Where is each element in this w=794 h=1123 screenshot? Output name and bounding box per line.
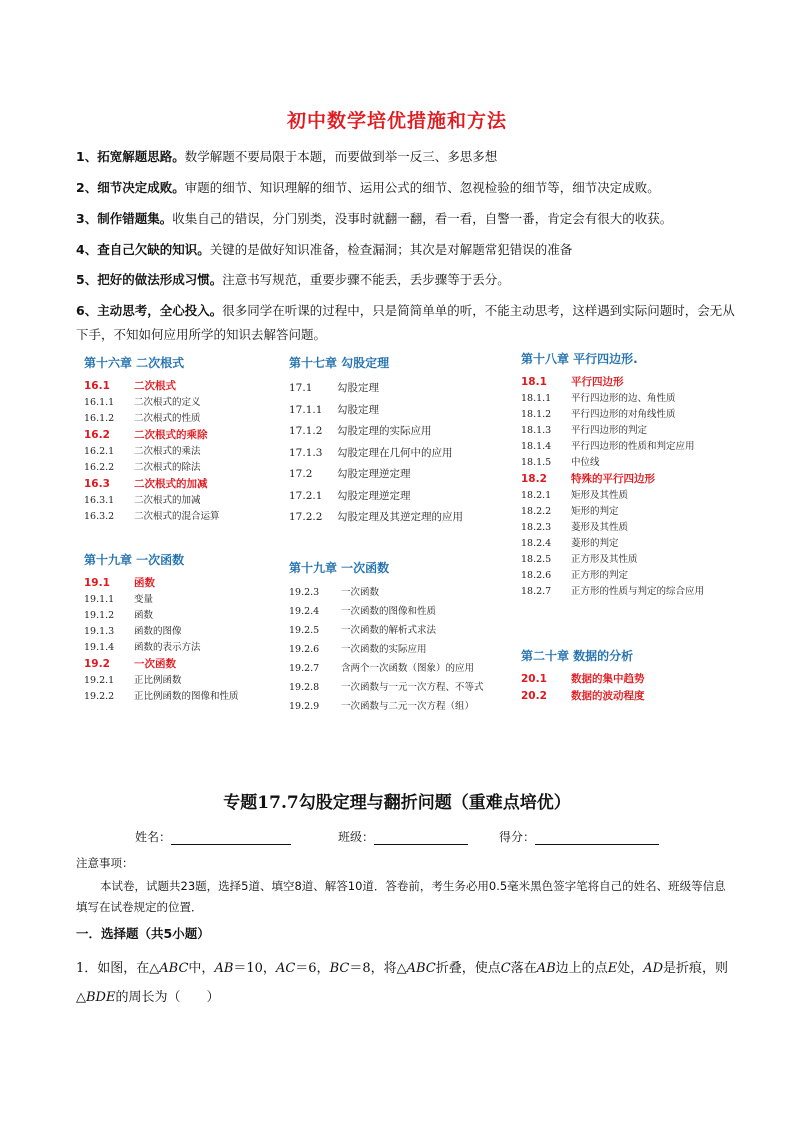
toc-label: 数据的波动程度 (571, 690, 645, 702)
toc-label: 勾股定理 (337, 403, 379, 416)
exam-title: 专题17.7勾股定理与翻折问题（重难点培优） (223, 793, 571, 813)
toc-number: 17.2 (289, 468, 313, 480)
toc-number: 19.1.4 (84, 642, 115, 653)
toc-label: 平行四边形的对角线性质 (571, 409, 676, 420)
score-label: 得分： (499, 830, 536, 844)
toc-chapter-20 (521, 645, 751, 705)
toc-chapter-19-part-2 (289, 557, 509, 716)
toc-label: 正比例函数 (134, 675, 182, 686)
toc-item (289, 486, 509, 508)
toc-item (289, 378, 509, 400)
q1-text: 1．如图，在△ (76, 961, 160, 976)
toc-label: 矩形及其性质 (571, 490, 629, 501)
toc-item (84, 509, 284, 525)
toc-label: 二次根式的乘法 (134, 446, 201, 457)
toc-item (84, 411, 284, 427)
toc-number: 17.1.2 (289, 425, 323, 437)
tip-5-text: 注意书写规范，重要步骤不能丢，丢步骤等于丢分。 (222, 272, 510, 287)
toc-label: 正方形的判定 (571, 570, 629, 581)
toc-item (84, 460, 284, 476)
toc-number: 20.1 (521, 673, 547, 685)
toc-number: 18.2.2 (521, 506, 552, 517)
toc-number: 16.1.2 (84, 413, 115, 424)
toc-label: 数据的集中趋势 (571, 673, 645, 685)
q1-var: AC (275, 961, 296, 976)
toc-label: 二次根式的加减 (134, 495, 201, 506)
score-field[interactable] (499, 828, 659, 845)
toc-number: 19.2.5 (289, 625, 320, 636)
chapter-title: 第二十章 数据的分析 (521, 649, 634, 663)
toc-number: 18.1.3 (521, 425, 552, 436)
q1-text: ＝6， (295, 961, 330, 976)
toc-label: 二次根式的除法 (134, 462, 201, 473)
toc-number: 18.2.3 (521, 522, 552, 533)
toc-label: 一次函数的解析式求法 (341, 625, 437, 636)
toc-number: 18.1 (521, 376, 547, 388)
toc-item (289, 583, 509, 602)
toc-chapter-19-part-1 (84, 549, 284, 705)
toc-label: 平行四边形的边、角性质 (571, 393, 676, 404)
toc-number: 19.2.2 (84, 691, 115, 702)
toc-item (289, 421, 509, 443)
toc-item (521, 552, 751, 568)
q1-text: 边上的点 (555, 961, 608, 976)
chapter-title: 第十九章 一次函数 (84, 553, 185, 567)
toc-number: 16.2 (84, 429, 110, 441)
toc-label: 一次函数 (134, 658, 176, 670)
section-heading: 一．选择题（共5小题） (76, 926, 210, 941)
toc-number: 17.2.1 (289, 489, 323, 502)
toc-label: 二次根式的混合运算 (134, 511, 220, 522)
q1-var: AB (214, 961, 234, 976)
toc-item (84, 493, 284, 509)
toc-item (521, 407, 751, 423)
toc-number: 19.2.1 (84, 675, 115, 686)
toc-item (521, 488, 751, 504)
toc-item (521, 536, 751, 552)
toc-section (521, 688, 751, 705)
toc-number: 18.2.5 (521, 554, 552, 565)
toc-label: 一次函数的实际应用 (341, 644, 427, 655)
name-field[interactable] (135, 828, 291, 845)
toc-label: 勾股定理在几何中的应用 (337, 446, 453, 459)
toc-number: 19.2.3 (289, 587, 320, 598)
toc-label: 正方形的性质与判定的综合应用 (571, 586, 705, 597)
tip-3 (76, 207, 736, 231)
tip-6 (76, 299, 736, 347)
q1-text: 落在 (510, 961, 537, 976)
toc-item (84, 673, 284, 689)
toc-label: 勾股定理 (337, 382, 379, 394)
toc-label: 矩形的判定 (571, 506, 619, 517)
toc-label: 含两个一次函数（图象）的应用 (341, 663, 475, 674)
toc-label: 平行四边形的判定 (571, 425, 648, 436)
toc-label: 正比例函数的图像和性质 (134, 691, 239, 702)
toc-number: 18.2.4 (521, 538, 552, 549)
toc-section (84, 378, 284, 395)
q1-var: ABC (406, 961, 436, 976)
chapter-title: 第十九章 一次函数 (289, 561, 390, 575)
toc-number: 18.1.4 (521, 441, 552, 452)
toc-label: 正方形及其性质 (571, 554, 638, 565)
toc-section (84, 427, 284, 444)
q1-text: ＝10， (233, 961, 276, 976)
toc-number: 18.1.2 (521, 409, 552, 420)
toc-number: 19.1.3 (84, 626, 115, 637)
name-blank[interactable] (171, 831, 291, 845)
q1-text: 中， (188, 961, 215, 976)
toc-number: 19.1.1 (84, 594, 115, 605)
q1-var: AD (643, 961, 664, 976)
tip-2-text: 审题的细节、知识理解的细节、运用公式的细节、忽视检验的细节等，细节决定成败。 (184, 180, 660, 195)
toc-number: 19.2.4 (289, 606, 320, 617)
toc-number: 19.2 (84, 658, 110, 670)
toc-label: 一次函数 (341, 587, 380, 598)
toc-item (289, 507, 509, 529)
q1-text: ＝8，将△ (349, 961, 407, 976)
q1-var: AB (536, 961, 556, 976)
toc-label: 函数的图像 (134, 626, 182, 637)
toc-item (521, 584, 751, 600)
tip-1-text: 数学解题不要局限于本题，而要做到举一反三、多思多想 (184, 149, 498, 164)
toc-item (84, 624, 284, 640)
toc-item (84, 395, 284, 411)
toc-number: 16.3.1 (84, 495, 115, 506)
toc-item (521, 568, 751, 584)
tip-3-heading: 3、制作错题集。 (76, 211, 173, 226)
toc-item (289, 659, 509, 678)
toc-label: 勾股定理的实际应用 (337, 425, 432, 437)
toc-label: 平行四边形 (571, 376, 624, 388)
toc-label: 勾股定理逆定理 (337, 468, 411, 480)
toc-item (289, 640, 509, 659)
toc-item (521, 455, 751, 471)
toc-section (521, 374, 751, 391)
toc-number: 19.2.6 (289, 644, 320, 655)
toc-number: 19.1.2 (84, 610, 115, 621)
toc-number: 16.3 (84, 478, 110, 490)
toc-label: 一次函数的图像和性质 (341, 606, 437, 617)
toc-label: 菱形及其性质 (571, 522, 629, 533)
toc-number: 17.2.2 (289, 511, 323, 523)
toc-label: 勾股定理逆定理 (337, 489, 411, 502)
toc-item (289, 621, 509, 640)
score-blank[interactable] (535, 831, 659, 845)
toc-number: 18.2 (521, 473, 547, 485)
toc-item (289, 678, 509, 697)
tip-3-text: 收集自己的错误，分门别类，没事时就翻一翻，看一看，自警一番，肯定会有很大的收获。 (172, 211, 673, 226)
toc-number: 16.2.2 (84, 462, 115, 473)
tip-4-text: 关键的是做好知识准备，检查漏洞；其次是对解题常犯错误的准备 (209, 242, 573, 257)
question-1 (76, 954, 736, 1012)
toc-label: 特殊的平行四边形 (571, 473, 655, 485)
toc-number: 16.1 (84, 380, 110, 392)
toc-item (521, 391, 751, 407)
toc-number: 19.2.9 (289, 701, 320, 712)
toc-label: 中位线 (571, 457, 600, 468)
toc-item (289, 443, 509, 465)
toc-number: 17.1 (289, 382, 313, 394)
tip-1 (76, 145, 736, 169)
toc-label: 二次根式的乘除 (134, 429, 208, 441)
notice-body: 本试卷，试题共23题，选择5道、填空8道、解答10道．答卷前，考生务必用0.5毫米黑色签字笔将自己的姓名、班级等信息填写在试卷规定的位置． (76, 879, 726, 914)
toc-number: 17.1.1 (289, 403, 323, 416)
toc-number: 19.1 (84, 577, 110, 589)
class-blank[interactable] (374, 831, 468, 845)
tip-2-heading: 2、细节决定成败。 (76, 180, 185, 195)
toc-number: 20.2 (521, 690, 547, 702)
toc-item (289, 697, 509, 716)
toc-label: 勾股定理及其逆定理的应用 (337, 511, 463, 523)
toc-label: 一次函数与二元一次方程（组） (341, 701, 475, 712)
class-field[interactable] (338, 828, 468, 845)
toc-item (521, 520, 751, 536)
toc-item (84, 608, 284, 624)
toc-label: 函数 (134, 610, 154, 621)
toc-label: 二次根式的定义 (134, 397, 201, 408)
toc-item (84, 592, 284, 608)
tip-1-heading: 1、拓宽解题思路。 (76, 149, 185, 164)
toc-item (289, 602, 509, 621)
class-label: 班级： (338, 830, 375, 844)
toc-number: 18.2.6 (521, 570, 552, 581)
toc-number: 18.1.5 (521, 457, 552, 468)
q1-text: 处， (617, 961, 644, 976)
toc-item (289, 464, 509, 486)
tip-2 (76, 176, 736, 200)
toc-item (289, 400, 509, 422)
tip-5 (76, 268, 736, 292)
toc-section (521, 471, 751, 488)
toc-number: 16.3.2 (84, 511, 115, 522)
toc-section (521, 671, 751, 688)
tip-5-heading: 5、把好的做法形成习惯。 (76, 272, 223, 287)
tip-6-text: 很多同学在听课的过程中，只是简简单单的听，不能主动思考，这样遇到实际问题时，会无从下手，不知如何应用所学的知识去解答问题。 (76, 303, 735, 342)
q1-text: 是折痕，则△ (76, 961, 729, 1005)
notice-heading: 注意事项： (76, 856, 134, 870)
toc-number: 17.1.3 (289, 446, 323, 459)
toc-label: 函数的表示方法 (134, 642, 201, 653)
toc-chapter-18 (521, 348, 751, 600)
toc-section (84, 575, 284, 592)
toc-number: 18.1.1 (521, 393, 552, 404)
toc-chapter-17 (289, 352, 509, 529)
toc-label: 函数 (134, 577, 155, 589)
toc-label: 平行四边形的性质和判定应用 (571, 441, 695, 452)
tip-4 (76, 238, 736, 262)
toc-label: 一次函数与一元一次方程、不等式 (341, 682, 484, 693)
q1-var: BC (329, 961, 350, 976)
q1-var: BDE (86, 990, 116, 1005)
toc-section (84, 476, 284, 493)
q1-var: ABC (159, 961, 189, 976)
toc-item (521, 504, 751, 520)
toc-number: 16.2.1 (84, 446, 115, 457)
q1-text: 的周长为（ ） (115, 990, 220, 1005)
toc-label: 二次根式的加减 (134, 478, 208, 490)
toc-item (521, 423, 751, 439)
name-label: 姓名： (135, 830, 172, 844)
tip-4-heading: 4、查自己欠缺的知识。 (76, 242, 210, 257)
chapter-title: 第十七章 勾股定理 (289, 356, 390, 370)
toc-number: 16.1.1 (84, 397, 115, 408)
q1-var: E (607, 961, 618, 976)
toc-item (84, 640, 284, 656)
toc-item (84, 444, 284, 460)
toc-item (84, 689, 284, 705)
toc-number: 19.2.8 (289, 682, 320, 693)
toc-item (521, 439, 751, 455)
toc-number: 18.2.1 (521, 490, 552, 501)
toc-number: 18.2.7 (521, 586, 552, 597)
toc-section (84, 656, 284, 673)
chapter-title: 第十六章 二次根式 (84, 356, 185, 370)
page-title: 初中数学培优措施和方法 (286, 110, 507, 132)
toc-label: 二次根式 (134, 380, 176, 392)
chapter-title: 第十八章 平行四边形. (521, 352, 638, 366)
toc-number: 19.2.7 (289, 663, 320, 674)
toc-label: 菱形的判定 (571, 538, 619, 549)
q1-text: 折叠，使点 (435, 961, 501, 976)
tip-6-heading: 6、主动思考，全心投入。 (76, 303, 223, 318)
q1-var: C (500, 961, 511, 976)
toc-label: 变量 (134, 594, 154, 605)
toc-label: 二次根式的性质 (134, 413, 201, 424)
toc-chapter-16 (84, 352, 284, 525)
